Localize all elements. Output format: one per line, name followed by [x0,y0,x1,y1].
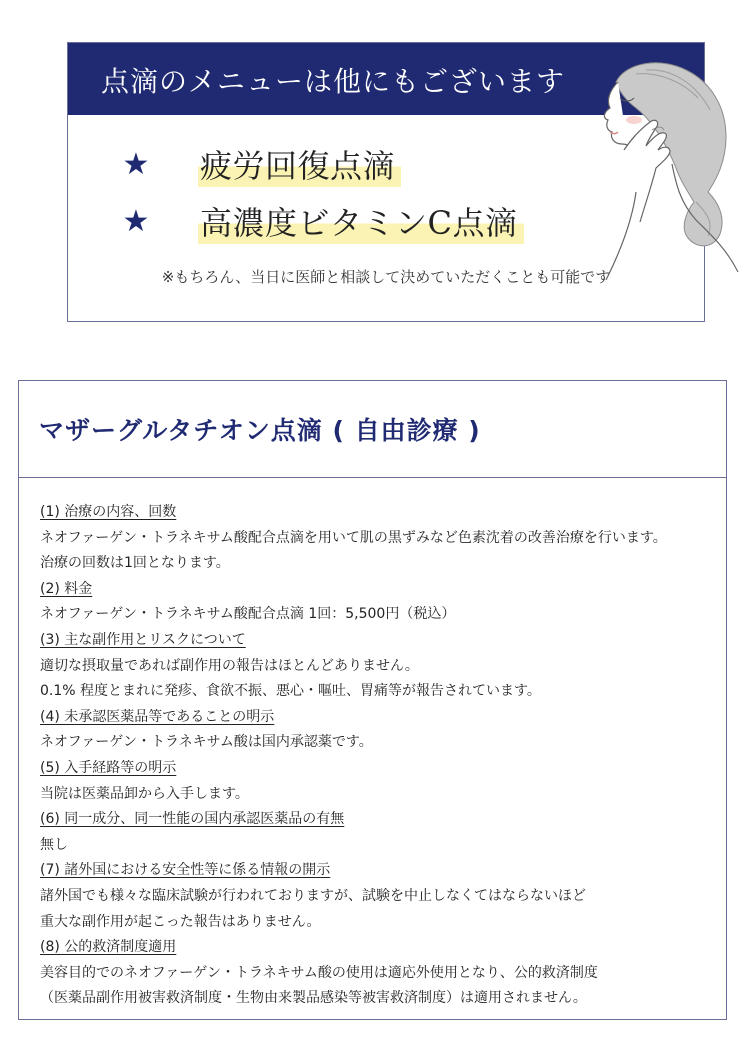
section-text: 適切な摂取量であれば副作用の報告はほとんどありません。 [40,657,419,674]
info-body [40,500,720,1012]
section-text: 諸外国でも様々な臨床試験が行われておりますが、試験を中止しなくてはならないほど [40,887,586,904]
menu-title: 点滴のメニューは他にもございます [101,65,566,98]
section-text: 0.1% 程度とまれに発疹、食欲不振、悪心・嘔吐、胃痛等が報告されています。 [40,683,541,700]
menu-item-vitamin-c [118,201,524,241]
section-text: （医薬品副作用被害救済制度・生物由来製品感染等被害救済制度）は適用されません。 [40,990,587,1007]
section-heading: (8) 公的救済制度適用 [40,939,177,956]
section-heading: (3) 主な副作用とリスクについて [40,631,246,648]
star-icon: ★ [122,203,150,239]
menu-item-label: 疲労回復点滴 [198,141,401,187]
section-heading: (6) 同一成分、同一性能の国内承認医薬品の有無 [40,811,345,828]
menu-note: ※もちろん、当日に医師と相談して決めていただくことも可能です [161,268,611,286]
section-text: 美容目的でのネオファーゲン・トラネキサム酸の使用は適応外使用となり、公的救済制度 [40,964,598,981]
section-heading: (2) 料金 [40,580,93,597]
section-heading: (1) 治療の内容、回数 [40,504,177,520]
section-text: 無し [40,836,68,853]
section-heading: (4) 未承認医薬品等であることの明示 [40,708,275,725]
section-text: 治療の回数は1回となります。 [40,555,230,572]
section-heading: (5) 入手経路等の明示 [40,759,177,776]
info-title: マザーグルタチオン点滴 ( 自由診療 ) [39,416,481,445]
menu-item-label: 高濃度ビタミンC点滴 [198,198,524,244]
section-text: ネオファーゲン・トラネキサム酸は国内承認薬です。 [40,734,373,751]
section-text: ネオファーゲン・トラネキサム酸配合点滴 1回：5,500円（税込） [40,606,456,623]
section-text: 重大な副作用が起こった報告はありません。 [40,913,321,930]
treatment-info-box [18,380,727,1020]
section-text: 当院は医薬品卸から入手します。 [40,785,249,802]
section-heading: (7) 諸外国における安全性等に係る情報の開示 [40,862,331,879]
woman-illustration [576,52,746,282]
info-header [19,381,726,478]
star-icon: ★ [122,146,150,182]
section-text: ネオファーゲン・トラネキサム酸配合点滴を用いて肌の黒ずみなど色素沈着の改善治療を行います。 [40,529,667,546]
menu-item-fatigue-recovery [118,144,401,184]
